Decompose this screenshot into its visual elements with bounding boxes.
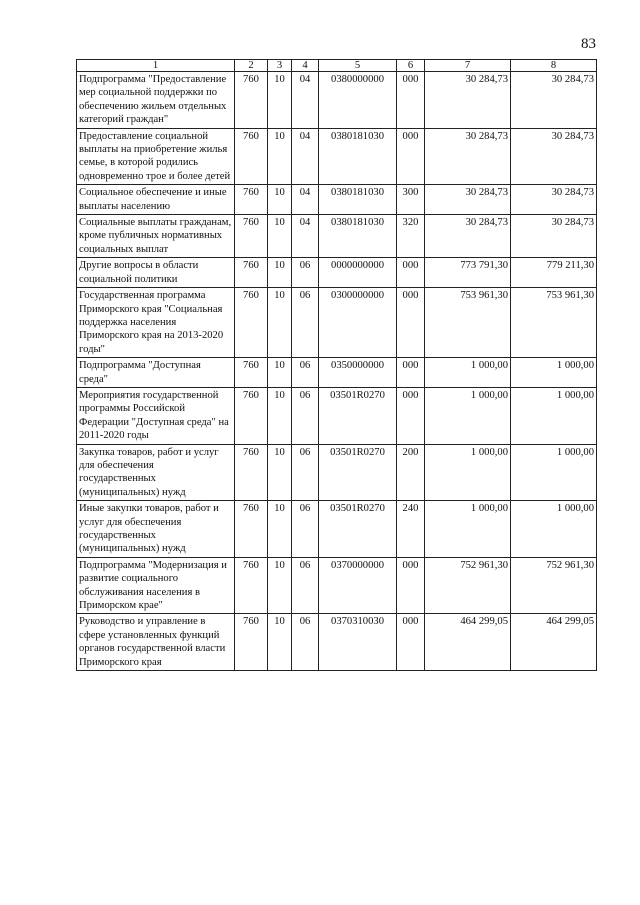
row-code-6-cell: 300 [397, 185, 425, 215]
column-header: 4 [292, 60, 319, 72]
row-code-5-cell: 0000000000 [319, 258, 397, 288]
row-code-3-cell: 10 [268, 72, 292, 129]
row-name-cell: Социальное обеспечение и иные выплаты населению [77, 185, 235, 215]
row-amount-8-cell: 30 284,73 [511, 185, 597, 215]
row-code-2-cell: 760 [235, 444, 268, 501]
row-name-cell: Подпрограмма "Доступная среда" [77, 358, 235, 388]
row-code-6-cell: 240 [397, 501, 425, 558]
row-name-cell: Социальные выплаты гражданам, кроме публичных нормативных социальных выплат [77, 215, 235, 258]
row-amount-7-cell: 1 000,00 [425, 387, 511, 444]
row-amount-7-cell: 753 961,30 [425, 288, 511, 358]
table-header-row [77, 60, 597, 72]
row-amount-7-cell: 30 284,73 [425, 128, 511, 185]
table-row [77, 387, 597, 444]
row-name-cell: Мероприятия государственной программы Российской Федерации "Доступная среда" на 2011-2020 годы [77, 387, 235, 444]
row-code-5-cell: 03501R0270 [319, 444, 397, 501]
table-row [77, 288, 597, 358]
row-code-6-cell: 000 [397, 614, 425, 671]
row-code-5-cell: 0380181030 [319, 128, 397, 185]
row-code-6-cell: 000 [397, 128, 425, 185]
row-amount-8-cell: 753 961,30 [511, 288, 597, 358]
row-amount-8-cell: 1 000,00 [511, 444, 597, 501]
row-code-3-cell: 10 [268, 215, 292, 258]
table-row [77, 358, 597, 388]
row-amount-7-cell: 464 299,05 [425, 614, 511, 671]
row-name-cell: Закупка товаров, работ и услуг для обеспечения государственных (муниципальных) нужд [77, 444, 235, 501]
row-code-5-cell: 03501R0270 [319, 387, 397, 444]
column-header: 2 [235, 60, 268, 72]
row-amount-7-cell: 1 000,00 [425, 358, 511, 388]
column-header: 8 [511, 60, 597, 72]
row-name-cell: Подпрограмма "Модернизация и развитие социального обслуживания населения в Приморском крае" [77, 557, 235, 614]
row-name-cell: Иные закупки товаров, работ и услуг для обеспечения государственных (муниципальных) нужд [77, 501, 235, 558]
row-code-5-cell: 0380181030 [319, 185, 397, 215]
row-code-3-cell: 10 [268, 128, 292, 185]
row-code-5-cell: 0380181030 [319, 215, 397, 258]
row-code-5-cell: 03501R0270 [319, 501, 397, 558]
row-code-4-cell: 04 [292, 185, 319, 215]
table-row [77, 557, 597, 614]
row-code-2-cell: 760 [235, 215, 268, 258]
row-code-4-cell: 04 [292, 72, 319, 129]
row-code-2-cell: 760 [235, 288, 268, 358]
row-code-2-cell: 760 [235, 258, 268, 288]
row-code-3-cell: 10 [268, 614, 292, 671]
row-code-4-cell: 06 [292, 288, 319, 358]
row-amount-8-cell: 30 284,73 [511, 215, 597, 258]
row-amount-7-cell: 30 284,73 [425, 72, 511, 129]
row-amount-8-cell: 464 299,05 [511, 614, 597, 671]
table-row [77, 444, 597, 501]
row-code-4-cell: 06 [292, 557, 319, 614]
table-body [77, 72, 597, 671]
row-code-3-cell: 10 [268, 444, 292, 501]
column-header: 3 [268, 60, 292, 72]
row-code-2-cell: 760 [235, 557, 268, 614]
row-code-3-cell: 10 [268, 387, 292, 444]
table-row [77, 72, 597, 129]
row-code-2-cell: 760 [235, 501, 268, 558]
row-amount-7-cell: 752 961,30 [425, 557, 511, 614]
row-code-2-cell: 760 [235, 72, 268, 129]
row-code-6-cell: 000 [397, 387, 425, 444]
table-row [77, 215, 597, 258]
row-amount-8-cell: 752 961,30 [511, 557, 597, 614]
row-code-6-cell: 000 [397, 358, 425, 388]
row-code-2-cell: 760 [235, 185, 268, 215]
row-code-6-cell: 200 [397, 444, 425, 501]
row-code-4-cell: 06 [292, 258, 319, 288]
row-code-3-cell: 10 [268, 501, 292, 558]
row-code-4-cell: 06 [292, 358, 319, 388]
column-header: 1 [77, 60, 235, 72]
row-amount-7-cell: 30 284,73 [425, 215, 511, 258]
table-row [77, 258, 597, 288]
row-code-5-cell: 0370000000 [319, 557, 397, 614]
row-code-6-cell: 000 [397, 557, 425, 614]
row-code-5-cell: 0370310030 [319, 614, 397, 671]
table-row [77, 501, 597, 558]
row-code-6-cell: 320 [397, 215, 425, 258]
row-code-3-cell: 10 [268, 185, 292, 215]
row-amount-7-cell: 30 284,73 [425, 185, 511, 215]
row-name-cell: Государственная программа Приморского края "Социальная поддержка населения Приморского края на 2013-2020 годы" [77, 288, 235, 358]
row-code-5-cell: 0350000000 [319, 358, 397, 388]
row-name-cell: Подпрограмма "Предоставление мер социальной поддержки по обеспечению жильем отдельных категорий граждан" [77, 72, 235, 129]
row-code-4-cell: 06 [292, 387, 319, 444]
budget-table [76, 59, 597, 671]
row-code-4-cell: 04 [292, 215, 319, 258]
row-code-6-cell: 000 [397, 288, 425, 358]
row-code-2-cell: 760 [235, 128, 268, 185]
row-code-6-cell: 000 [397, 258, 425, 288]
row-amount-8-cell: 1 000,00 [511, 501, 597, 558]
row-code-4-cell: 06 [292, 444, 319, 501]
table-row [77, 614, 597, 671]
table-row [77, 128, 597, 185]
row-code-4-cell: 06 [292, 501, 319, 558]
row-code-2-cell: 760 [235, 358, 268, 388]
row-code-4-cell: 04 [292, 128, 319, 185]
row-amount-8-cell: 779 211,30 [511, 258, 597, 288]
row-code-2-cell: 760 [235, 614, 268, 671]
row-amount-7-cell: 773 791,30 [425, 258, 511, 288]
row-code-3-cell: 10 [268, 557, 292, 614]
row-amount-7-cell: 1 000,00 [425, 444, 511, 501]
row-amount-8-cell: 1 000,00 [511, 358, 597, 388]
row-amount-8-cell: 30 284,73 [511, 72, 597, 129]
row-code-5-cell: 0380000000 [319, 72, 397, 129]
row-code-6-cell: 000 [397, 72, 425, 129]
page-number: 83 [581, 36, 596, 52]
column-header: 6 [397, 60, 425, 72]
row-code-3-cell: 10 [268, 258, 292, 288]
column-header: 7 [425, 60, 511, 72]
row-code-3-cell: 10 [268, 288, 292, 358]
row-name-cell: Другие вопросы в области социальной политики [77, 258, 235, 288]
column-header: 5 [319, 60, 397, 72]
row-amount-7-cell: 1 000,00 [425, 501, 511, 558]
row-name-cell: Предоставление социальной выплаты на приобретение жилья семье, в которой родились одновременно трое и более детей [77, 128, 235, 185]
table-row [77, 185, 597, 215]
row-amount-8-cell: 1 000,00 [511, 387, 597, 444]
row-code-5-cell: 0300000000 [319, 288, 397, 358]
row-amount-8-cell: 30 284,73 [511, 128, 597, 185]
row-code-2-cell: 760 [235, 387, 268, 444]
row-code-3-cell: 10 [268, 358, 292, 388]
row-name-cell: Руководство и управление в сфере установленных функций органов государственной власти Приморского края [77, 614, 235, 671]
row-code-4-cell: 06 [292, 614, 319, 671]
